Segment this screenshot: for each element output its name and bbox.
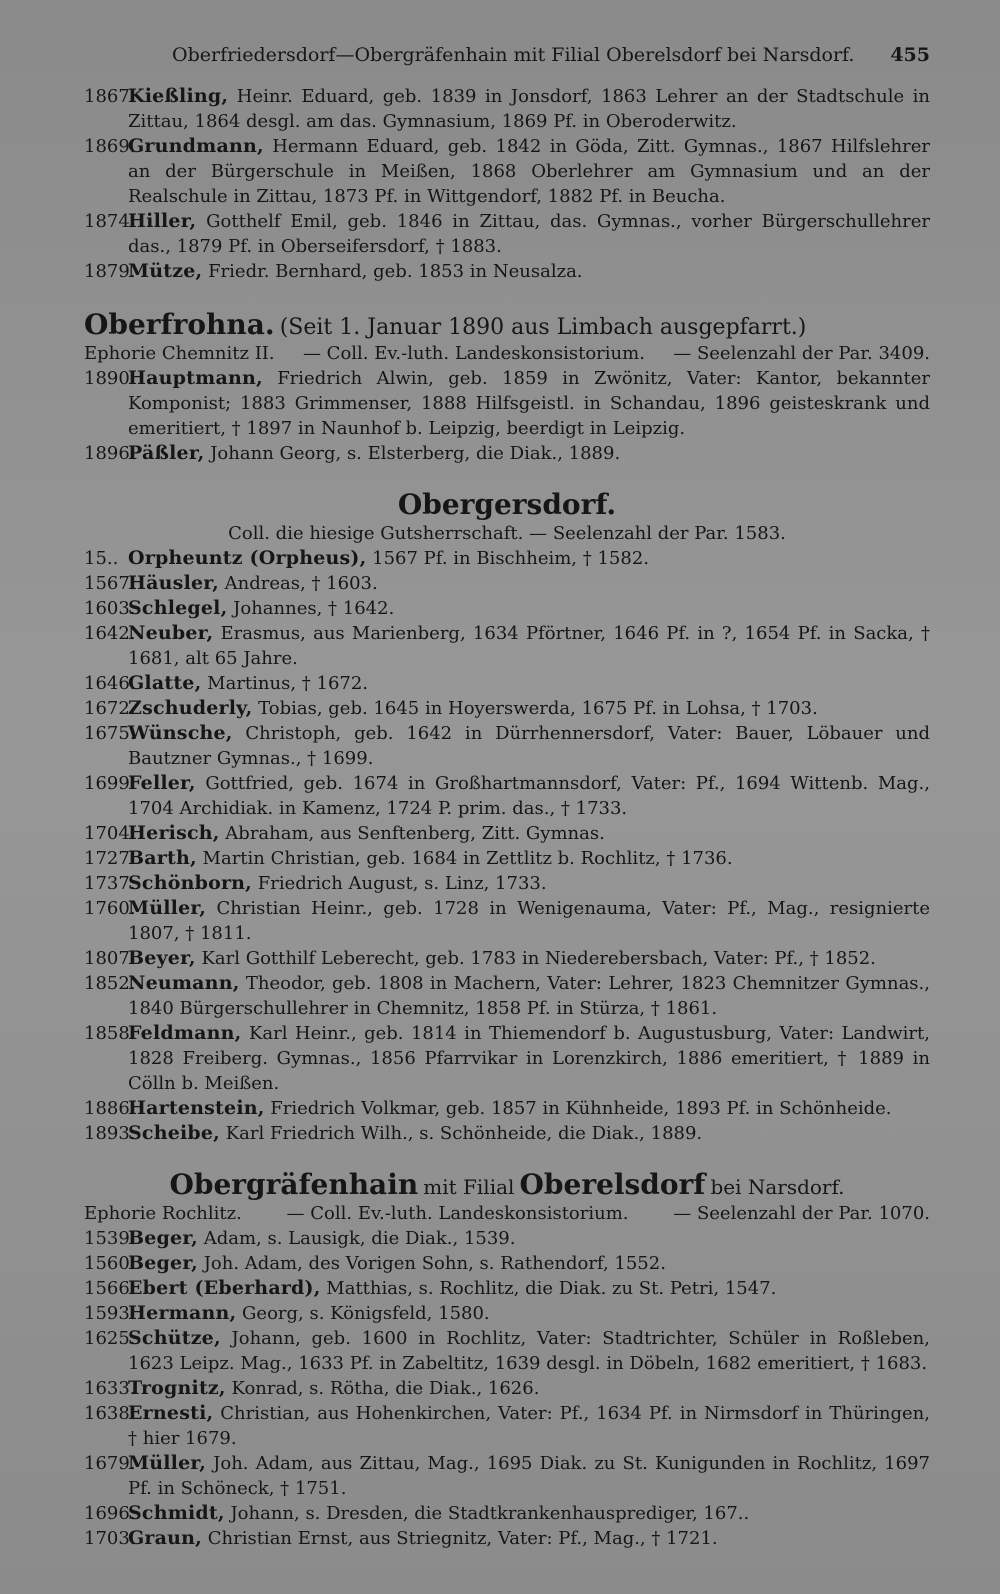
list-item: [84, 1301, 930, 1326]
list-item: [84, 596, 930, 621]
list-item: [84, 1376, 930, 1401]
entry-text: Joh. Adam, aus Zittau, Mag., 1695 Diak. zu St. Kunigunden in Rochlitz, 1697 Pf. in Schöneck, † 1751.: [128, 1453, 930, 1499]
section-mid: mit Filial: [423, 1175, 515, 1199]
entry-text: Adam, s. Lausigk, die Diak., 1539.: [203, 1228, 516, 1249]
list-item: [84, 1021, 930, 1096]
entry-year: 1737.: [84, 873, 136, 894]
entry-text: Christian Heinr., geb. 1728 in Wenigenauma, Vater: Pf., Mag., resignierte 1807, † 1811.: [128, 898, 930, 944]
list-item: [84, 671, 930, 696]
entry-year: 1675.: [84, 723, 136, 744]
entry-name: Wünsche,: [128, 722, 233, 744]
entry-year: 1539.: [84, 1228, 136, 1249]
entry-name: Päßler,: [128, 442, 205, 464]
entry-year: 1896.: [84, 443, 136, 464]
entry-year: 1593.: [84, 1303, 136, 1324]
obergersdorf-entries: [84, 546, 930, 1146]
entry-text: Friedrich Volkmar, geb. 1857 in Kühnheide, 1893 Pf. in Schönheide.: [270, 1098, 892, 1119]
entry-text: Friedrich Alwin, geb. 1859 in Zwönitz, Vater: Kantor, bekannter Komponist; 1883 Grimmenser, 1888 Hilfsgeistl. in Schandau, 1896 geisteskrank und emeritiert, † 1897 in Naunhof b. Leipzig, beerdigt in Leipzig.: [128, 368, 930, 439]
list-item: [84, 1451, 930, 1501]
entry-text: Karl Heinr., geb. 1814 in Thiemendorf b. Augustusburg, Vater: Landwirt, 1828 Freiberg. Gymnas., 1856 Pfarrvikar in Lorenzkirch, 1886 emeritiert, † 1889 in Cölln b. Meißen.: [128, 1023, 930, 1094]
entry-name: Feldmann,: [128, 1022, 242, 1044]
section-title: Obergräfenhain: [169, 1168, 419, 1201]
entry-name: Zschuderly,: [128, 697, 253, 719]
entry-year: 1625.: [84, 1328, 136, 1349]
entry-name: Beyer,: [128, 947, 196, 969]
souls-count: — Seelenzahl der Par. 3409.: [673, 343, 930, 364]
entry-name: Barth,: [128, 847, 197, 869]
entry-name: Schlegel,: [128, 597, 228, 619]
entry-year: 1633.: [84, 1378, 136, 1399]
list-item: [84, 1096, 930, 1121]
entry-year: 1638.: [84, 1403, 136, 1424]
entry-text: Christian, aus Hohenkirchen, Vater: Pf., 1634 Pf. in Nirmsdorf in Thüringen, † hier 1679.: [128, 1403, 930, 1449]
entry-name: Hartenstein,: [128, 1097, 265, 1119]
entry-year: 1886.: [84, 1098, 136, 1119]
section-title: Obergersdorf.: [397, 488, 617, 521]
list-item: [84, 1401, 930, 1451]
entry-text: Matthias, s. Rochlitz, die Diak. zu St. Petri, 1547.: [326, 1278, 777, 1299]
entry-text: Karl Gotthilf Leberecht, geb. 1783 in Niederebersbach, Vater: Pf., † 1852.: [201, 948, 876, 969]
section-note: (Seit 1. Januar 1890 aus Limbach ausgepfarrt.): [279, 315, 807, 340]
list-item: [84, 259, 930, 284]
list-item: [84, 84, 930, 134]
entry-year: 1699.: [84, 773, 136, 794]
entry-year: 1567.: [84, 573, 136, 594]
top-entries: [84, 84, 930, 284]
entry-text: 1567 Pf. in Bischheim, † 1582.: [372, 548, 649, 569]
running-title: Oberfriedersdorf—Obergräfenhain mit Filial Oberelsdorf bei Narsdorf.: [172, 44, 855, 66]
list-item: [84, 1121, 930, 1146]
entry-name: Müller,: [128, 1452, 207, 1474]
entry-year: 1867.: [84, 86, 136, 107]
entry-year: 1703.: [84, 1528, 136, 1549]
list-item: [84, 1526, 930, 1551]
ephorie: Ephorie Rochlitz.: [84, 1203, 242, 1224]
entry-text: Georg, s. Königsfeld, 1580.: [242, 1303, 490, 1324]
entry-text: Erasmus, aus Marienberg, 1634 Pförtner, 1646 Pf. in ?, 1654 Pf. in Sacka, † 1681, alt 65 Jahre.: [128, 623, 930, 669]
section-filial: Oberelsdorf: [519, 1168, 706, 1201]
running-head: [84, 44, 930, 74]
entry-year: 1696.: [84, 1503, 136, 1524]
list-item: [84, 621, 930, 671]
entry-text: Gotthelf Emil, geb. 1846 in Zittau, das. Gymnas., vorher Bürgerschullehrer das., 1879 Pf. in Oberseifersdorf, † 1883.: [128, 211, 930, 257]
collator: — Coll. Ev.-luth. Landeskonsistorium.: [286, 1203, 629, 1224]
list-item: [84, 209, 930, 259]
entry-year: 1560.: [84, 1253, 136, 1274]
entry-name: Schmidt,: [128, 1502, 225, 1524]
list-item: [84, 366, 930, 441]
souls-count: — Seelenzahl der Par. 1070.: [673, 1203, 930, 1224]
section-tail: bei Narsdorf.: [710, 1175, 845, 1199]
entry-name: Beger,: [128, 1227, 198, 1249]
entry-name: Müller,: [128, 897, 207, 919]
entry-name: Mütze,: [128, 260, 203, 282]
entry-name: Trognitz,: [128, 1377, 226, 1399]
list-item: [84, 871, 930, 896]
list-item: [84, 971, 930, 1021]
entry-text: Gottfried, geb. 1674 in Großhartmannsdorf, Vater: Pf., 1694 Wittenb. Mag., 1704 Archidiak. in Kamenz, 1724 P. prim. das., † 1733.: [128, 773, 930, 819]
entry-name: Schönborn,: [128, 872, 252, 894]
entry-name: Beger,: [128, 1252, 198, 1274]
entry-year: 1642.: [84, 623, 136, 644]
entry-name: Hermann,: [128, 1302, 237, 1324]
entry-name: Neuber,: [128, 622, 214, 644]
page-number: 455: [890, 44, 930, 66]
entry-text: Johann Georg, s. Elsterberg, die Diak., 1889.: [210, 443, 621, 464]
entry-year: 1807.: [84, 948, 136, 969]
section-obergersdorf-heading: [84, 488, 930, 521]
entry-year: 1890.: [84, 368, 136, 389]
entry-name: Graun,: [128, 1527, 202, 1549]
list-item: [84, 1251, 930, 1276]
list-item: [84, 1226, 930, 1251]
entry-year: 1893.: [84, 1123, 136, 1144]
entry-year: 1727.: [84, 848, 136, 869]
entry-name: Glatte,: [128, 672, 202, 694]
entry-name: Häusler,: [128, 572, 219, 594]
entry-name: Herisch,: [128, 822, 220, 844]
list-item: [84, 546, 930, 571]
entry-text: Joh. Adam, des Vorigen Sohn, s. Rathendorf, 1552.: [203, 1253, 666, 1274]
entry-name: Scheibe,: [128, 1122, 220, 1144]
entry-year: 1603.: [84, 598, 136, 619]
entry-name: Hauptmann,: [128, 367, 263, 389]
entry-text: Heinr. Eduard, geb. 1839 in Jonsdorf, 1863 Lehrer an der Stadtschule in Zittau, 1864 desgl. am das. Gymnasium, 1869 Pf. in Oberoderwitz.: [128, 86, 930, 132]
entry-name: Kießling,: [128, 85, 229, 107]
entry-text: Friedrich August, s. Linz, 1733.: [257, 873, 547, 894]
entry-text: Tobias, geb. 1645 in Hoyerswerda, 1675 Pf. in Lohsa, † 1703.: [258, 698, 818, 719]
entry-text: Konrad, s. Rötha, die Diak., 1626.: [231, 1378, 540, 1399]
list-item: [84, 946, 930, 971]
collator: — Coll. Ev.-luth. Landeskonsistorium.: [302, 343, 645, 364]
entry-year: 15..: [84, 548, 119, 569]
list-item: [84, 846, 930, 871]
entry-name: Grundmann,: [128, 135, 264, 157]
parish-meta: [84, 1201, 930, 1226]
list-item: [84, 721, 930, 771]
entry-name: Hiller,: [128, 210, 197, 232]
entry-text: Andreas, † 1603.: [224, 573, 378, 594]
parish-meta: Coll. die hiesige Gutsherrschaft. — Seelenzahl der Par. 1583.: [228, 523, 786, 544]
entry-text: Karl Friedrich Wilh., s. Schönheide, die Diak., 1889.: [225, 1123, 703, 1144]
list-item: [84, 771, 930, 821]
entry-text: Johannes, † 1642.: [233, 598, 395, 619]
entry-text: Johann, s. Dresden, die Stadtkrankenhausprediger, 167..: [230, 1503, 750, 1524]
list-item: [84, 571, 930, 596]
entry-name: Orpheuntz (Orpheus),: [128, 547, 367, 569]
ephorie: Ephorie Chemnitz II.: [84, 343, 275, 364]
list-item: [84, 896, 930, 946]
entry-year: 1852.: [84, 973, 136, 994]
entry-year: 1869.: [84, 136, 136, 157]
entry-year: 1679.: [84, 1453, 136, 1474]
list-item: [84, 441, 930, 466]
list-item: [84, 696, 930, 721]
entry-name: Schütze,: [128, 1327, 221, 1349]
entry-year: 1879.: [84, 261, 136, 282]
entry-year: 1566.: [84, 1278, 136, 1299]
entry-name: Ebert (Eberhard),: [128, 1277, 321, 1299]
entry-text: Martinus, † 1672.: [207, 673, 369, 694]
entry-text: Friedr. Bernhard, geb. 1853 in Neusalza.: [208, 261, 583, 282]
entry-year: 1874.: [84, 211, 136, 232]
entry-name: Neumann,: [128, 972, 240, 994]
entry-name: Feller,: [128, 772, 196, 794]
section-oberfrohna-heading: [84, 308, 930, 341]
list-item: [84, 1326, 930, 1376]
list-item: [84, 134, 930, 209]
entry-text: Hermann Eduard, geb. 1842 in Göda, Zitt. Gymnas., 1867 Hilfslehrer an der Bürgerschule in Meißen, 1868 Oberlehrer am Gymnasium und an der Realschule in Zittau, 1873 Pf. in Wittgendorf, 1882 Pf. in Beucha.: [128, 136, 930, 207]
entry-text: Christian Ernst, aus Striegnitz, Vater: Pf., Mag., † 1721.: [207, 1528, 718, 1549]
section-title: Oberfrohna.: [84, 308, 275, 341]
entry-year: 1858.: [84, 1023, 136, 1044]
entry-year: 1760.: [84, 898, 136, 919]
entry-year: 1672.: [84, 698, 136, 719]
entry-text: Theodor, geb. 1808 in Machern, Vater: Lehrer, 1823 Chemnitzer Gymnas., 1840 Bürgerschullehrer in Chemnitz, 1858 Pf. in Stürza, † 1861.: [128, 973, 930, 1019]
entry-text: Johann, geb. 1600 in Rochlitz, Vater: Stadtrichter, Schüler in Roßleben, 1623 Leipz. Mag., 1633 Pf. in Zabeltitz, 1639 desgl. in Döbeln, 1682 emeritiert, † 1683.: [128, 1328, 930, 1374]
list-item: [84, 821, 930, 846]
entry-year: 1704.: [84, 823, 136, 844]
entry-text: Christoph, geb. 1642 in Dürrhennersdorf, Vater: Bauer, Löbauer und Bautzner Gymnas., † 1699.: [128, 723, 930, 769]
list-item: [84, 1501, 930, 1526]
section-obergraefenhain-heading: [84, 1168, 930, 1201]
entry-text: Martin Christian, geb. 1684 in Zettlitz b. Rochlitz, † 1736.: [202, 848, 733, 869]
entry-name: Ernesti,: [128, 1402, 214, 1424]
obergraefenhain-entries: [84, 1226, 930, 1551]
list-item: [84, 1276, 930, 1301]
parish-meta: [84, 341, 930, 366]
entry-text: Abraham, aus Senftenberg, Zitt. Gymnas.: [225, 823, 605, 844]
entry-year: 1646.: [84, 673, 136, 694]
